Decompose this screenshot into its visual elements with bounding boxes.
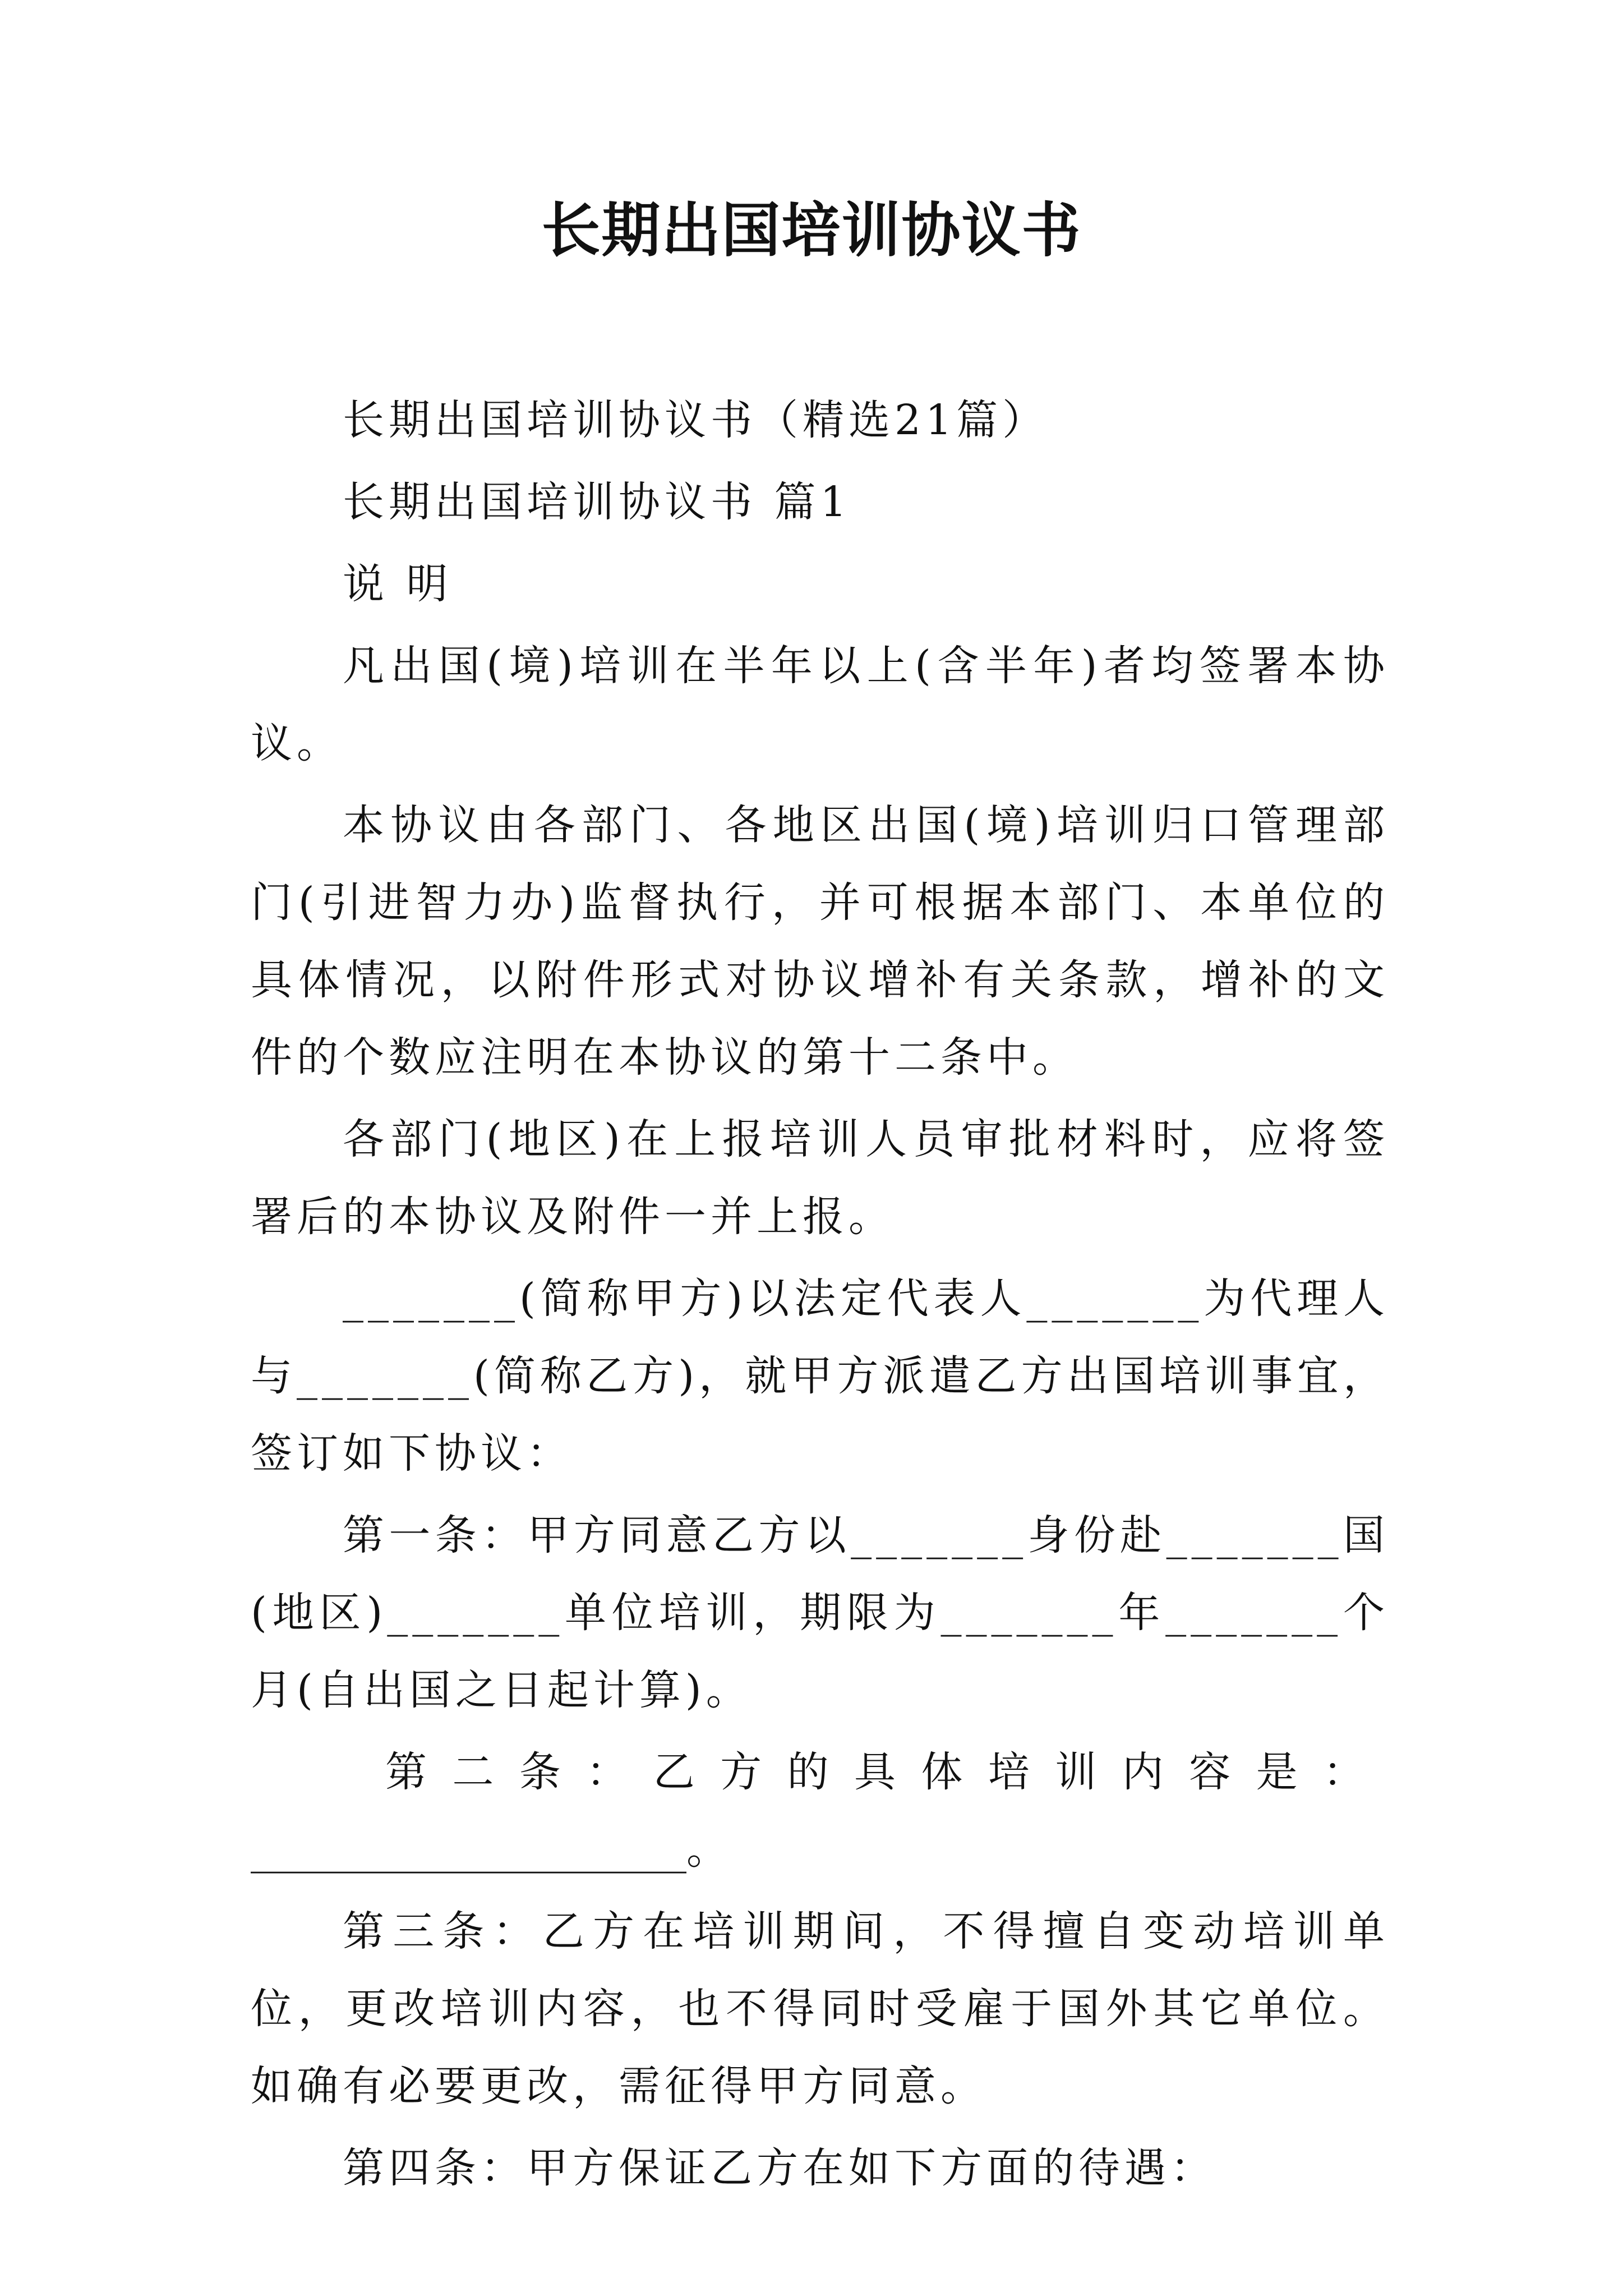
article-1: 第一条：甲方同意乙方以_______身份赴_______国(地区)_______单位培训，期限为_______年_______个月(自出国之日起计算)。: [251, 1511, 1389, 1714]
section-heading: 长期出国培训协议书 篇1: [343, 478, 851, 526]
subtitle: 长期出国培训协议书（精选21篇）: [343, 396, 1049, 444]
article-2-blank: _____________________。: [251, 1825, 728, 1874]
paragraph-supervision: 本协议由各部门、各地区出国(境)培训归口管理部门(引进智力办)监督执行，并可根据本部门、本单位的具体情况，以附件形式对协议增补有关条款，增补的文件的个数应注明在本协议的第十二条中。: [251, 801, 1389, 1082]
article-3: 第三条：乙方在培训期间，不得擅自变动培训单位，更改培训内容，也不得同时受雇于国外其它单位。如确有必要更改，需征得甲方同意。: [251, 1907, 1389, 2110]
paragraph-reporting: 各部门(地区)在上报培训人员审批材料时，应将签署后的本协议及附件一并上报。: [251, 1115, 1389, 1241]
paragraph-scope: 凡出国(境)培训在半年以上(含半年)者均签署本协议。: [251, 642, 1389, 767]
article-2: 第二条：乙方的具体培训内容是：: [385, 1748, 1389, 1796]
paragraph-parties: _______(简称甲方)以法定代表人_______为代理人与_______(简称乙方)，就甲方派遣乙方出国培训事宜，签订如下协议：: [251, 1274, 1389, 1478]
article-4: 第四条：甲方保证乙方在如下方面的待遇：: [343, 2144, 1216, 2192]
document-title: 长期出国培训协议书: [541, 195, 1082, 265]
document-body: [251, 381, 1389, 2207]
explanation-heading: 说 明: [343, 560, 453, 608]
